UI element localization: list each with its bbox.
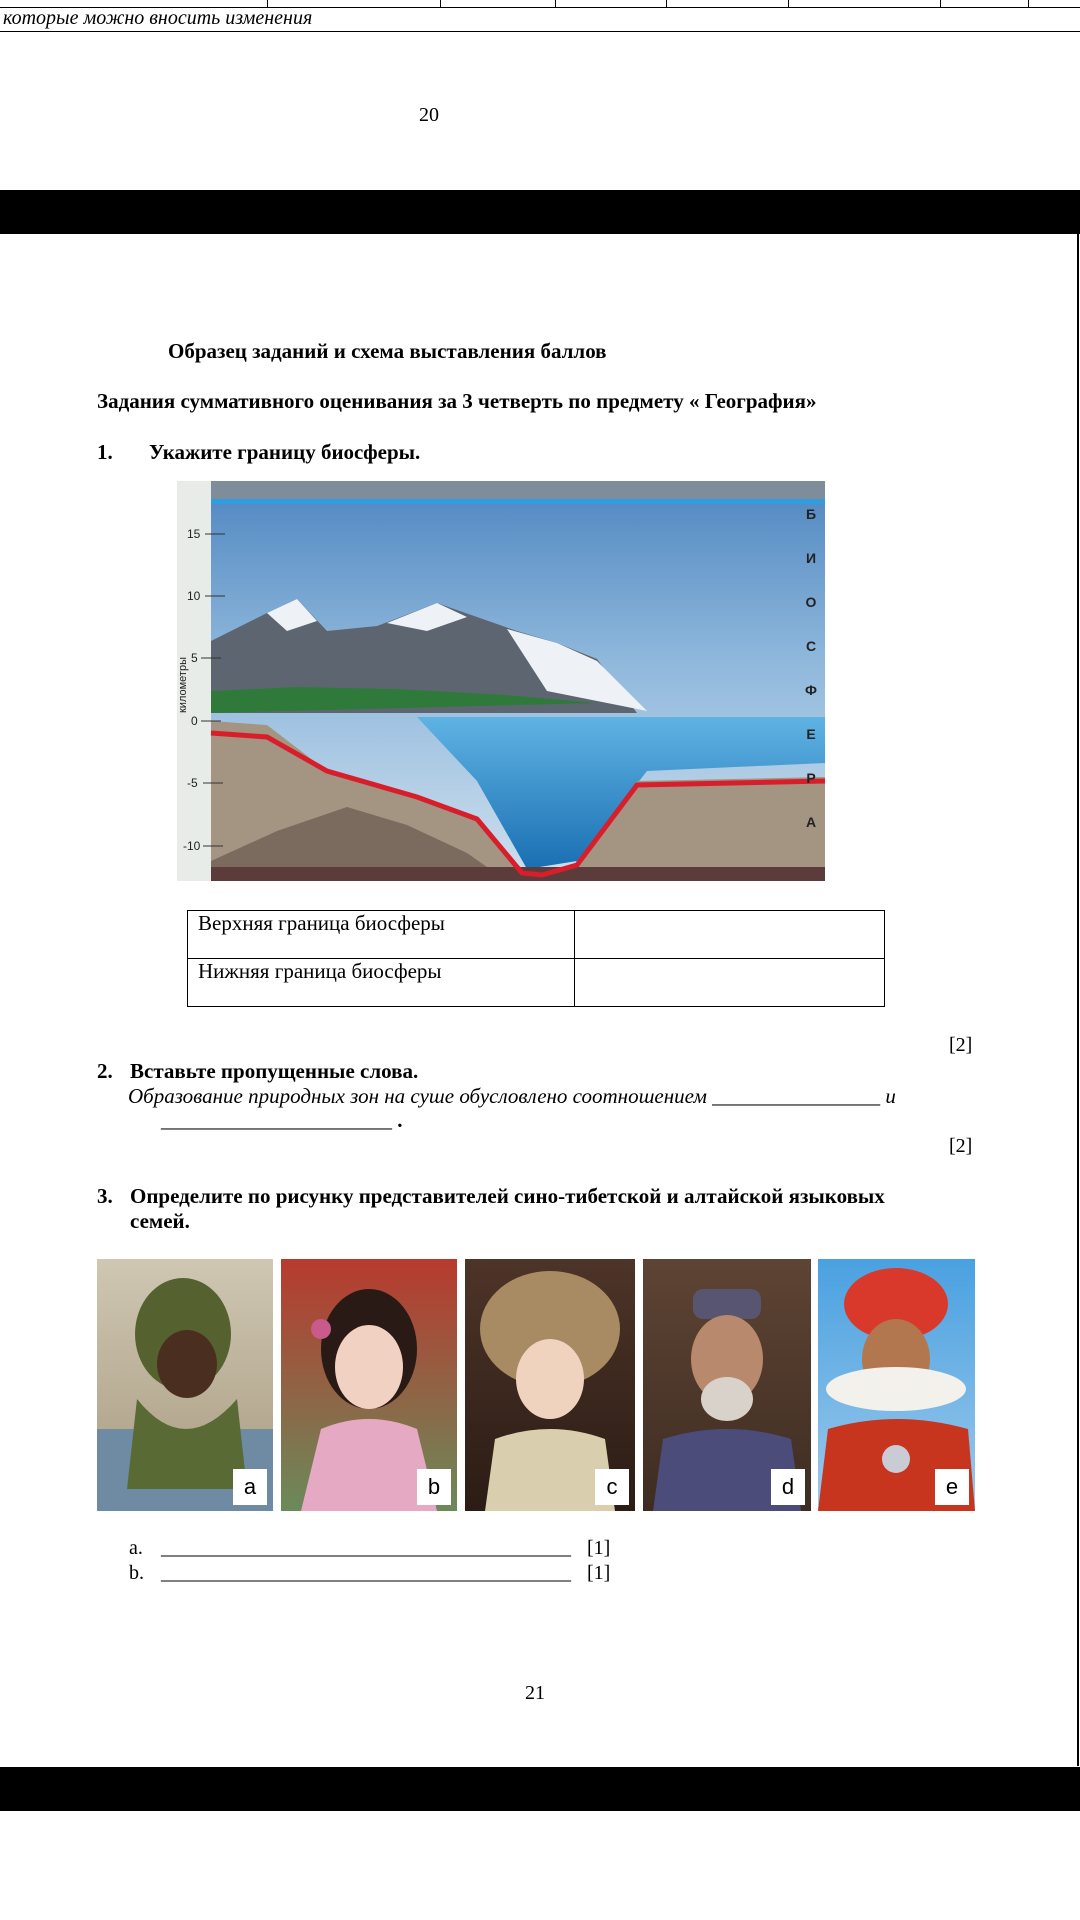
page-separator <box>0 1767 1080 1811</box>
photo-label: a <box>233 1469 267 1505</box>
upper-boundary-line <box>211 499 825 504</box>
photo-label: e <box>935 1469 969 1505</box>
task2-sentence: Образование природных зон на суше обусловлено соотношением ________________ и <box>128 1084 896 1108</box>
portrait-photo-d <box>643 1259 811 1511</box>
task2-sentence-end: ______________________ . <box>161 1108 403 1132</box>
page-separator <box>0 190 1080 234</box>
vertical-letter: И <box>805 550 817 566</box>
task1-question: Укажите границу биосферы. <box>149 440 421 464</box>
answer-line[interactable]: _________________________________________ <box>161 1562 571 1584</box>
photo-label: d <box>771 1469 805 1505</box>
portrait-photo-e <box>818 1259 975 1511</box>
task3-number: 3. <box>97 1184 113 1208</box>
blank-field[interactable]: ______________________ <box>161 1108 392 1132</box>
y-axis-label: километры <box>177 657 189 713</box>
vertical-letter: Р <box>806 770 816 786</box>
page-subtitle: Задания суммативного оценивания за 3 четверть по предмету « География» <box>97 389 817 413</box>
page-title: Образец заданий и схема выставления баллов <box>168 339 607 363</box>
photo-label: b <box>417 1469 451 1505</box>
answer-label: a. <box>129 1537 143 1559</box>
blank-field[interactable]: ________________ <box>712 1084 881 1108</box>
vertical-letter: Ф <box>805 682 817 698</box>
table-row <box>188 911 885 959</box>
table-cell-label: Нижняя граница биосферы <box>188 959 575 1007</box>
previous-page-note: которые можно вносить изменения <box>3 7 313 29</box>
score-marker: [1] <box>587 1537 611 1559</box>
divider <box>0 31 1080 32</box>
tick-label: 0 <box>191 714 198 728</box>
task3-question: Определите по рисунку представителей сино-тибетской и алтайской языковых <box>130 1184 885 1208</box>
portrait-photo-b <box>281 1259 457 1511</box>
vertical-letter: О <box>805 594 817 610</box>
tick-label: -5 <box>187 776 198 790</box>
vertical-letter: С <box>805 638 817 654</box>
page-number: 21 <box>525 1682 545 1704</box>
score-marker: [1] <box>587 1562 611 1584</box>
tick-label: 10 <box>187 589 201 603</box>
table-row <box>188 959 885 1007</box>
score-marker: [2] <box>949 1135 973 1157</box>
page-border <box>1077 234 1079 1766</box>
score-marker: [2] <box>949 1034 973 1056</box>
tick-label: 15 <box>187 527 201 541</box>
portrait-photo-c <box>465 1259 635 1511</box>
portrait-photo-a <box>97 1259 273 1511</box>
photo-label: c <box>595 1469 629 1505</box>
previous-page-number: 20 <box>419 104 439 126</box>
vertical-letter: Б <box>805 506 817 522</box>
answer-field[interactable] <box>575 959 885 1007</box>
task1-number: 1. <box>97 440 113 464</box>
upper-band <box>211 481 825 499</box>
answer-line[interactable]: _________________________________________ <box>161 1537 571 1559</box>
task2-question: Вставьте пропущенные слова. <box>130 1059 419 1083</box>
table-cell-label: Верхняя граница биосферы <box>188 911 575 959</box>
answer-label: b. <box>129 1562 144 1584</box>
biosphere-answer-table <box>187 910 885 1007</box>
vertical-letter: Е <box>806 726 816 742</box>
biosphere-diagram <box>177 481 825 881</box>
tick-label: -10 <box>183 839 201 853</box>
vertical-letter: А <box>805 814 817 830</box>
tick-label: 5 <box>191 651 198 665</box>
answer-field[interactable] <box>575 911 885 959</box>
task3-question-cont: семей. <box>130 1209 190 1233</box>
task2-number: 2. <box>97 1059 113 1083</box>
